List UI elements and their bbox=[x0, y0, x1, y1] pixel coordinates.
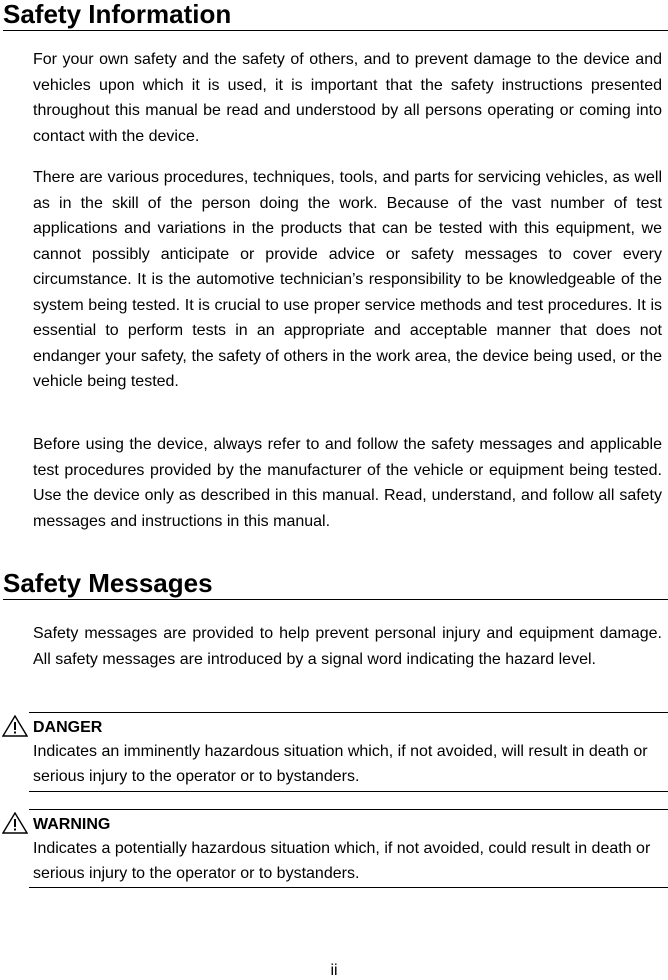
safety-info-paragraph-1: For your own safety and the safety of others, and to prevent damage to the device and vehicles upon which it is used, it is important that the safety instructions presented throughout this manual be read and understood by all persons operating or coming into contact with the device. bbox=[33, 51, 662, 145]
safety-messages-intro: Safety messages are provided to help prevent personal injury and equipment damage. All safety messages are introduced by a signal word indicating the hazard level. bbox=[33, 625, 662, 668]
warning-description: Indicates a potentially hazardous situation which, if not avoided, could result in death or serious injury to the operator or to bystanders. bbox=[33, 840, 651, 882]
warning-triangle-icon bbox=[2, 715, 28, 737]
warning-notice bbox=[29, 809, 668, 888]
danger-description: Indicates an imminently hazardous situation which, if not avoided, will result in death or serious injury to the operator or to bystanders. bbox=[33, 743, 648, 785]
section-title-safety-messages: Safety Messages bbox=[3, 569, 668, 600]
warning-triangle-icon bbox=[2, 812, 28, 834]
page-number: ii bbox=[330, 962, 338, 979]
safety-info-paragraph-2: There are various procedures, techniques, tools, and parts for servicing vehicles, as well as in the skill of the person doing the work. Because of the vast number of test applications and variations in the products that can be tested with this equipment, we cannot possibly anticipate or provide advice or safety messages to cover every circumstance. It is the automotive technician’s responsibility to be knowledgeable of the system being tested. It is crucial to use proper service methods and test procedures. It is essential to perform tests in an appropriate and acceptable manner that does not endanger your safety, the safety of others in the work area, the device being used, or the vehicle being tested. bbox=[33, 169, 662, 390]
danger-notice bbox=[29, 712, 668, 792]
warning-label: WARNING bbox=[33, 816, 111, 833]
safety-info-paragraph-3: Before using the device, always refer to and follow the safety messages and applicable test procedures provided by the manufacturer of the vehicle or equipment being tested. Use the device only as described in this manual. Read, understand, and follow all safety messages and instructions in this manual. bbox=[33, 436, 662, 530]
danger-label: DANGER bbox=[33, 719, 103, 736]
section-title-safety-information: Safety Information bbox=[3, 0, 668, 31]
